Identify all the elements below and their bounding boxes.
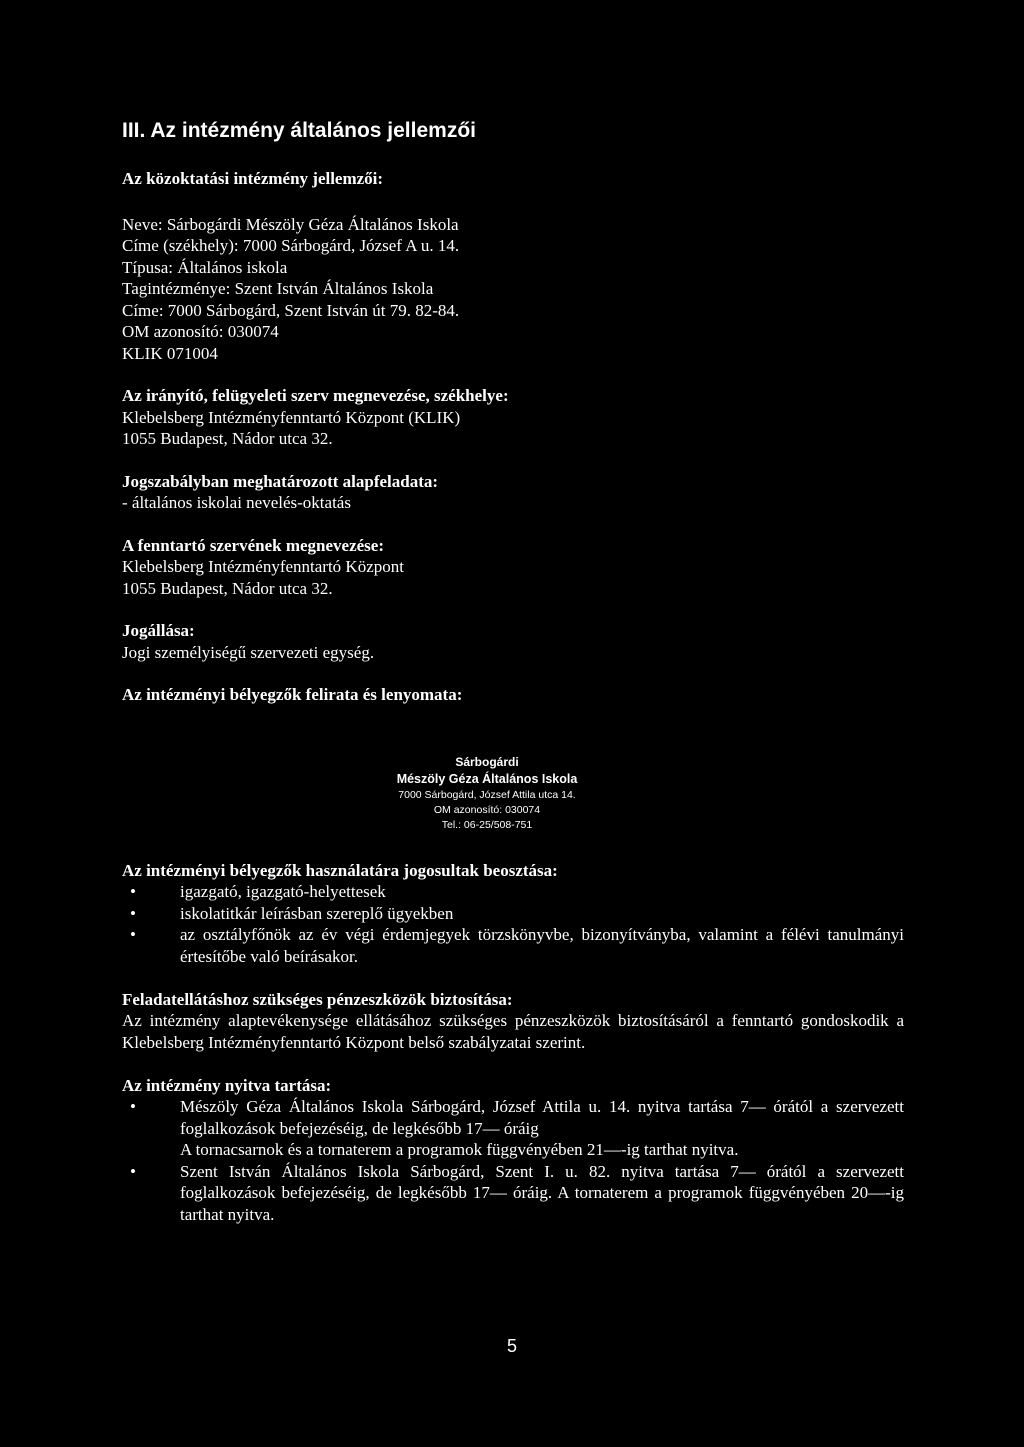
- governing-name: Klebelsberg Intézményfenntartó Központ (KLIK): [122, 407, 461, 427]
- list-item: [122, 1161, 904, 1226]
- institution-type: Típusa: Általános iskola: [122, 257, 288, 277]
- stamp-line-3: 7000 Sárbogárd, József Attila utca 14.: [398, 788, 576, 801]
- basic-section-title: Az közoktatási intézmény jellemzői:: [122, 169, 384, 188]
- funding-text: Az intézmény alaptevékenysége ellátásához szükséges pénzeszközök biztosításáról a fenntartó gondoskodik a Klebelsberg Intézményfenntartó Központ belső szabályzatai szerint.: [122, 1011, 904, 1052]
- bullet-icon: •: [130, 925, 136, 944]
- governing-section-title: Az irányító, felügyeleti szerv megnevezése, székhelye:: [122, 386, 509, 405]
- document-page: [122, 118, 904, 1225]
- stamp-line-5: Tel.: 06-25/508-751: [441, 818, 533, 831]
- list-item: • iskolatitkár leírásban szereplő ügyekben: [130, 903, 454, 923]
- list-item: [122, 1096, 904, 1161]
- maintainer-name: Klebelsberg Intézményfenntartó Központ: [122, 557, 404, 576]
- stamp-line-1: Sárbogárdi: [455, 754, 519, 769]
- opening-list: [122, 1096, 904, 1225]
- funding-section-title: Feladatellátáshoz szükséges pénzeszközök biztosítása:: [122, 989, 513, 1009]
- bullet-icon: •: [130, 903, 136, 923]
- institution-name: Neve: Sárbogárdi Mészöly Géza Általános Iskola: [122, 214, 459, 234]
- opening-text-2: Szent István Általános Iskola Sárbogárd, Szent I. u. 82. nyitva tartása 7— órától a szervezett foglalkozások befejezéséig, de legkésőbb 17— óráig. A tornaterem a programok függvényében 20—-ig tarthat nyitva.: [180, 1161, 904, 1224]
- stamp-line-4: OM azonosító: 030074: [433, 803, 541, 816]
- legal-section-title: Jogállása:: [122, 621, 195, 640]
- om-id: OM azonosító: 030074: [122, 322, 279, 341]
- member-address: Címe: 7000 Sárbogárd, Szent István út 79. 82-84.: [122, 300, 460, 320]
- stamps-section-title: Az intézményi bélyegzők felirata és lenyomata:: [122, 685, 463, 704]
- bullet-icon: •: [130, 1097, 136, 1116]
- stamp-imprint: [337, 754, 637, 833]
- stamp-users-list: [122, 881, 904, 967]
- institution-address: Címe (székhely): 7000 Sárbogárd, József A u. 14.: [122, 236, 460, 255]
- stamp-users-title: Az intézményi bélyegzők használatára jogosultak beosztása:: [122, 860, 558, 880]
- bullet-icon: •: [130, 1161, 136, 1181]
- list-item: • igazgató, igazgató-helyettesek: [130, 882, 386, 901]
- core-task-title: Jogszabályban meghatározott alapfeladata:: [122, 471, 439, 491]
- maintainer-section-title: A fenntartó szervének megnevezése:: [122, 535, 384, 555]
- list-item: • az osztályfőnök az év végi érdemjegyek törzskönyvbe, bizonyítványba, valamint a félévi tanulmányi értesítőbe való beírásakor.: [130, 925, 904, 966]
- bullet-icon: •: [130, 882, 136, 901]
- member-institution: Tagintézménye: Szent István Általános Iskola: [122, 279, 434, 298]
- page-number: 5: [506, 1336, 517, 1356]
- maintainer-address: 1055 Budapest, Nádor utca 32.: [122, 578, 333, 598]
- opening-section-title: Az intézmény nyitva tartása:: [122, 1075, 332, 1095]
- legal-status: Jogi személyiségű szervezeti egység.: [122, 642, 375, 662]
- opening-text-1: Mészöly Géza Általános Iskola Sárbogárd, József Attila u. 14. nyitva tartása 7— órától a szervezett foglalkozások befejezéséig, de legkésőbb 17— óráig: [180, 1097, 904, 1138]
- opening-extra-1: A tornacsarnok és a tornaterem a programok függvényében 21—-ig tarthat nyitva.: [180, 1140, 739, 1159]
- chapter-heading: III. Az intézmény általános jellemzői: [122, 119, 476, 142]
- core-task-line: - általános iskolai nevelés-oktatás: [122, 493, 351, 512]
- stamp-line-2: Mészöly Géza Általános Iskola: [396, 771, 578, 786]
- governing-address: 1055 Budapest, Nádor utca 32.: [122, 429, 333, 448]
- klik-id: KLIK 071004: [122, 343, 218, 363]
